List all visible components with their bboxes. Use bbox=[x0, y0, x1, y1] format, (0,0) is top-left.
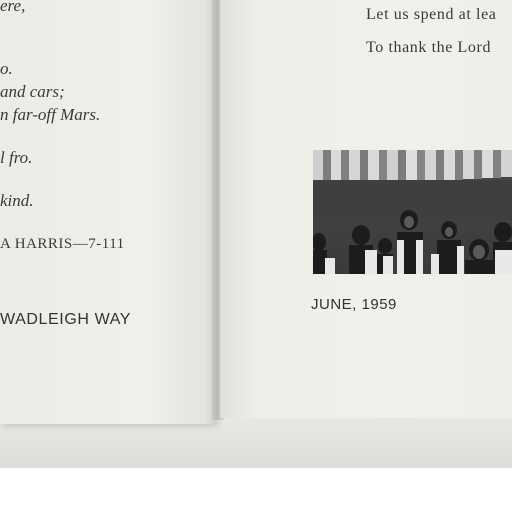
poem-line: o. bbox=[0, 59, 13, 78]
poem-line: l fro. bbox=[0, 148, 33, 167]
page-footer-date: JUNE, 1959 bbox=[311, 296, 397, 313]
poem-line: kind. bbox=[0, 191, 34, 210]
poem-line: ere, bbox=[0, 0, 26, 15]
page-footer-title: WADLEIGH WAY bbox=[0, 311, 132, 328]
poem-line: and cars; bbox=[0, 82, 65, 101]
choir-photograph bbox=[313, 150, 512, 274]
poem-line: n far-off Mars. bbox=[0, 105, 101, 124]
left-page bbox=[0, 0, 216, 424]
background-margin bbox=[0, 468, 512, 512]
poem-author: A HARRIS—7-111 bbox=[0, 236, 125, 252]
right-text-line: Let us spend at lea bbox=[366, 6, 497, 23]
right-text-line: To thank the Lord bbox=[366, 39, 492, 56]
